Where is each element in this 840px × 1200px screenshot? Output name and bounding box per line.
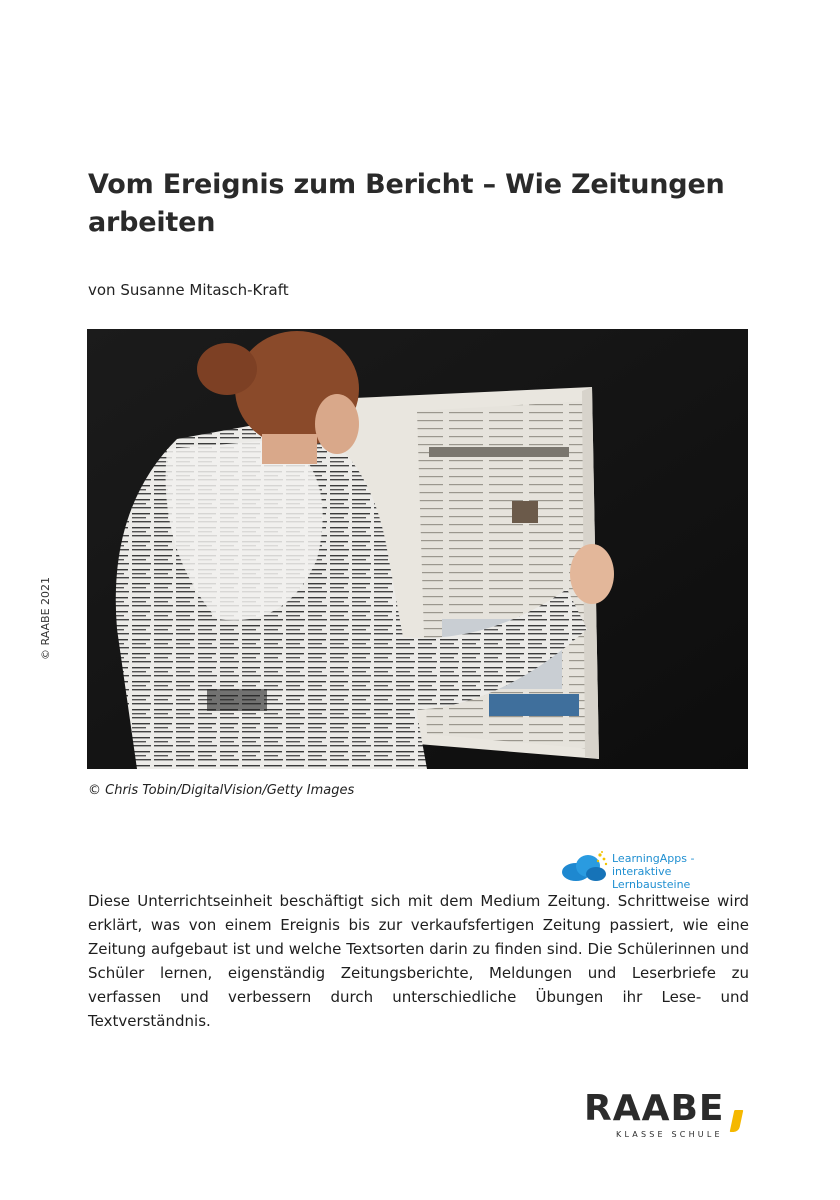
copyright-notice: © RAABE 2021	[39, 576, 52, 660]
cover-photo	[87, 329, 748, 769]
publisher-tagline: KLASSE SCHULE	[616, 1130, 723, 1139]
photo-credit: © Chris Tobin/DigitalVision/Getty Images	[88, 783, 355, 798]
publisher-logo	[584, 1090, 754, 1142]
learningapps-line1: LearningApps -	[612, 852, 695, 865]
learningapps-line2: interaktive Lernbausteine	[612, 865, 691, 891]
page-title: Vom Ereignis zum Bericht – Wie Zeitungen arbeiten	[88, 169, 725, 238]
summary-paragraph: Diese Unterrichtseinheit beschäftigt sich mit dem Medium Zeitung. Schrittweise wird erklärt, was von einem Ereignis bis zur verkaufsfertigen Zeitung passiert, wie eine Zeitung aufgebaut ist und welche Textsorten darin zu finden sind. Die Schülerinnen und Schüler lernen, eigenständig Zeitungsberichte, Meldungen und Leserbriefe zu verfassen und verbessern durch unterschiedliche Übungen ihr Lese- und Textverständnis.	[88, 892, 749, 1030]
learningapps-label	[612, 852, 750, 891]
logo-comma-mark	[730, 1110, 744, 1132]
photo-illustration	[87, 329, 748, 769]
learningapps-badge[interactable]	[560, 848, 750, 891]
author-line: von Susanne Mitasch-Kraft	[88, 281, 289, 299]
publisher-name: RAABE	[584, 1088, 725, 1129]
cloud-icon	[560, 850, 610, 884]
